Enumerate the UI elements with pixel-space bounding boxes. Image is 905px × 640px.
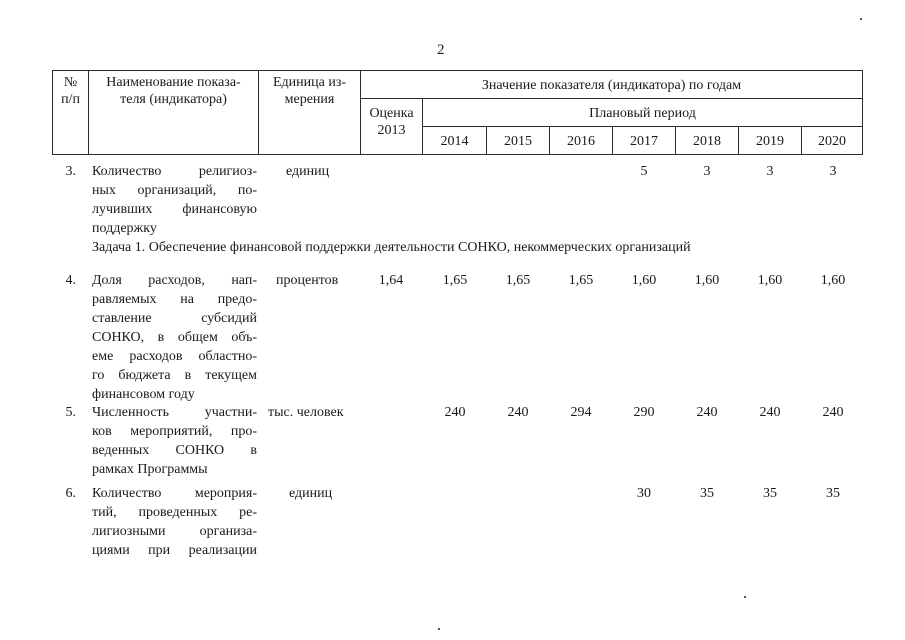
header-estimate-line1: Оценка	[369, 106, 414, 121]
row-name-line: тий, проведенных ре-	[92, 505, 257, 520]
header-year: 2019	[756, 134, 784, 149]
task-heading: Задача 1. Обеспечение финансовой поддержки деятельности СОНКО, некоммерческих организаций	[92, 240, 691, 255]
row-value: 3	[829, 164, 837, 179]
row-value: 294	[570, 405, 592, 420]
header-unit	[259, 74, 360, 108]
hline-plan	[422, 126, 863, 127]
row-number: 5.	[65, 405, 76, 420]
row-name-line: рамках Программы	[92, 462, 208, 477]
header-unit-line2: мерения	[284, 92, 335, 107]
hline-top	[52, 70, 863, 71]
row-name-line: ков мероприятий, про-	[92, 424, 257, 439]
row-value: 35	[826, 486, 840, 501]
row-name-line: Численность участни-	[92, 405, 257, 420]
row-value: 240	[507, 405, 529, 420]
scan-speck	[438, 628, 440, 630]
row-value: 30	[637, 486, 651, 501]
hline-values	[360, 98, 863, 99]
hline-bottom	[52, 154, 863, 155]
row-name-line: финансовом году	[92, 387, 195, 402]
row-value: 240	[759, 405, 781, 420]
row-value: 240	[444, 405, 466, 420]
header-values: Значение показателя (индикатора) по годам	[481, 78, 742, 93]
header-no	[53, 74, 88, 108]
header-year: 2014	[440, 134, 469, 149]
header-year: 2017	[630, 134, 658, 149]
header-unit-line1: Единица из-	[272, 75, 347, 90]
header-no-line1: №	[63, 75, 78, 90]
row-number: 4.	[65, 273, 76, 288]
row-value: 1,60	[694, 273, 720, 288]
header-name-line1: Наименование показа-	[106, 75, 241, 90]
row-value: 1,64	[378, 273, 404, 288]
row-unit: процентов	[276, 273, 339, 288]
row-name-line: равляемых на предо-	[92, 292, 257, 307]
row-value: 240	[696, 405, 718, 420]
vline-11	[862, 70, 863, 155]
row-name-line: веденных СОНКО в	[92, 443, 257, 458]
row-value: 1,60	[631, 273, 657, 288]
row-value: 1,65	[505, 273, 531, 288]
row-name-line: ных организаций, по-	[92, 183, 257, 198]
row-value: 3	[766, 164, 774, 179]
row-name-line: Доля расходов, нап-	[92, 273, 257, 288]
page-number: 2	[437, 42, 445, 58]
scan-speck	[744, 596, 746, 598]
row-name-line: Количество религиоз-	[92, 164, 257, 179]
row-number: 3.	[65, 164, 76, 179]
header-name-line2: теля (индикатора)	[120, 92, 227, 107]
row-name	[92, 271, 257, 404]
row-value: 5	[640, 164, 648, 179]
row-number: 6.	[65, 486, 76, 501]
row-value: 3	[703, 164, 711, 179]
row-value: 1,65	[442, 273, 468, 288]
row-value: 1,65	[568, 273, 594, 288]
header-no-line2: п/п	[61, 92, 80, 107]
header-year: 2020	[818, 134, 846, 149]
row-name-line: лигиозными организа-	[92, 524, 257, 539]
row-name	[92, 484, 257, 560]
row-name-line: поддержку	[92, 221, 157, 236]
row-name-line: го бюджета в текущем	[92, 368, 257, 383]
row-name	[92, 162, 257, 238]
row-name	[92, 403, 257, 479]
row-value: 1,60	[757, 273, 783, 288]
row-value: 35	[763, 486, 777, 501]
row-name-line: лучивших финансовую	[92, 202, 257, 217]
row-unit: единиц	[289, 486, 333, 501]
row-name-line: СОНКО, в общем объ-	[92, 330, 257, 345]
header-year: 2018	[693, 134, 721, 149]
header-year: 2016	[567, 134, 595, 149]
row-name-line: циями при реализации	[92, 543, 257, 558]
header-name	[89, 74, 258, 108]
header-year: 2015	[504, 134, 532, 149]
row-value: 35	[700, 486, 714, 501]
scan-speck	[860, 18, 862, 20]
row-value: 290	[633, 405, 655, 420]
row-unit: тыс. человек	[268, 405, 344, 420]
header-estimate-line2: 2013	[377, 123, 406, 138]
row-name-line: ставление субсидий	[92, 311, 257, 326]
table-header	[0, 0, 905, 160]
row-name-line: Количество мероприя-	[92, 486, 257, 501]
row-name-line: еме расходов областно-	[92, 349, 257, 364]
header-estimate	[361, 105, 422, 139]
row-unit: единиц	[286, 164, 330, 179]
row-value: 1,60	[820, 273, 846, 288]
header-plan: Плановый период	[589, 106, 696, 121]
row-value: 240	[822, 405, 844, 420]
